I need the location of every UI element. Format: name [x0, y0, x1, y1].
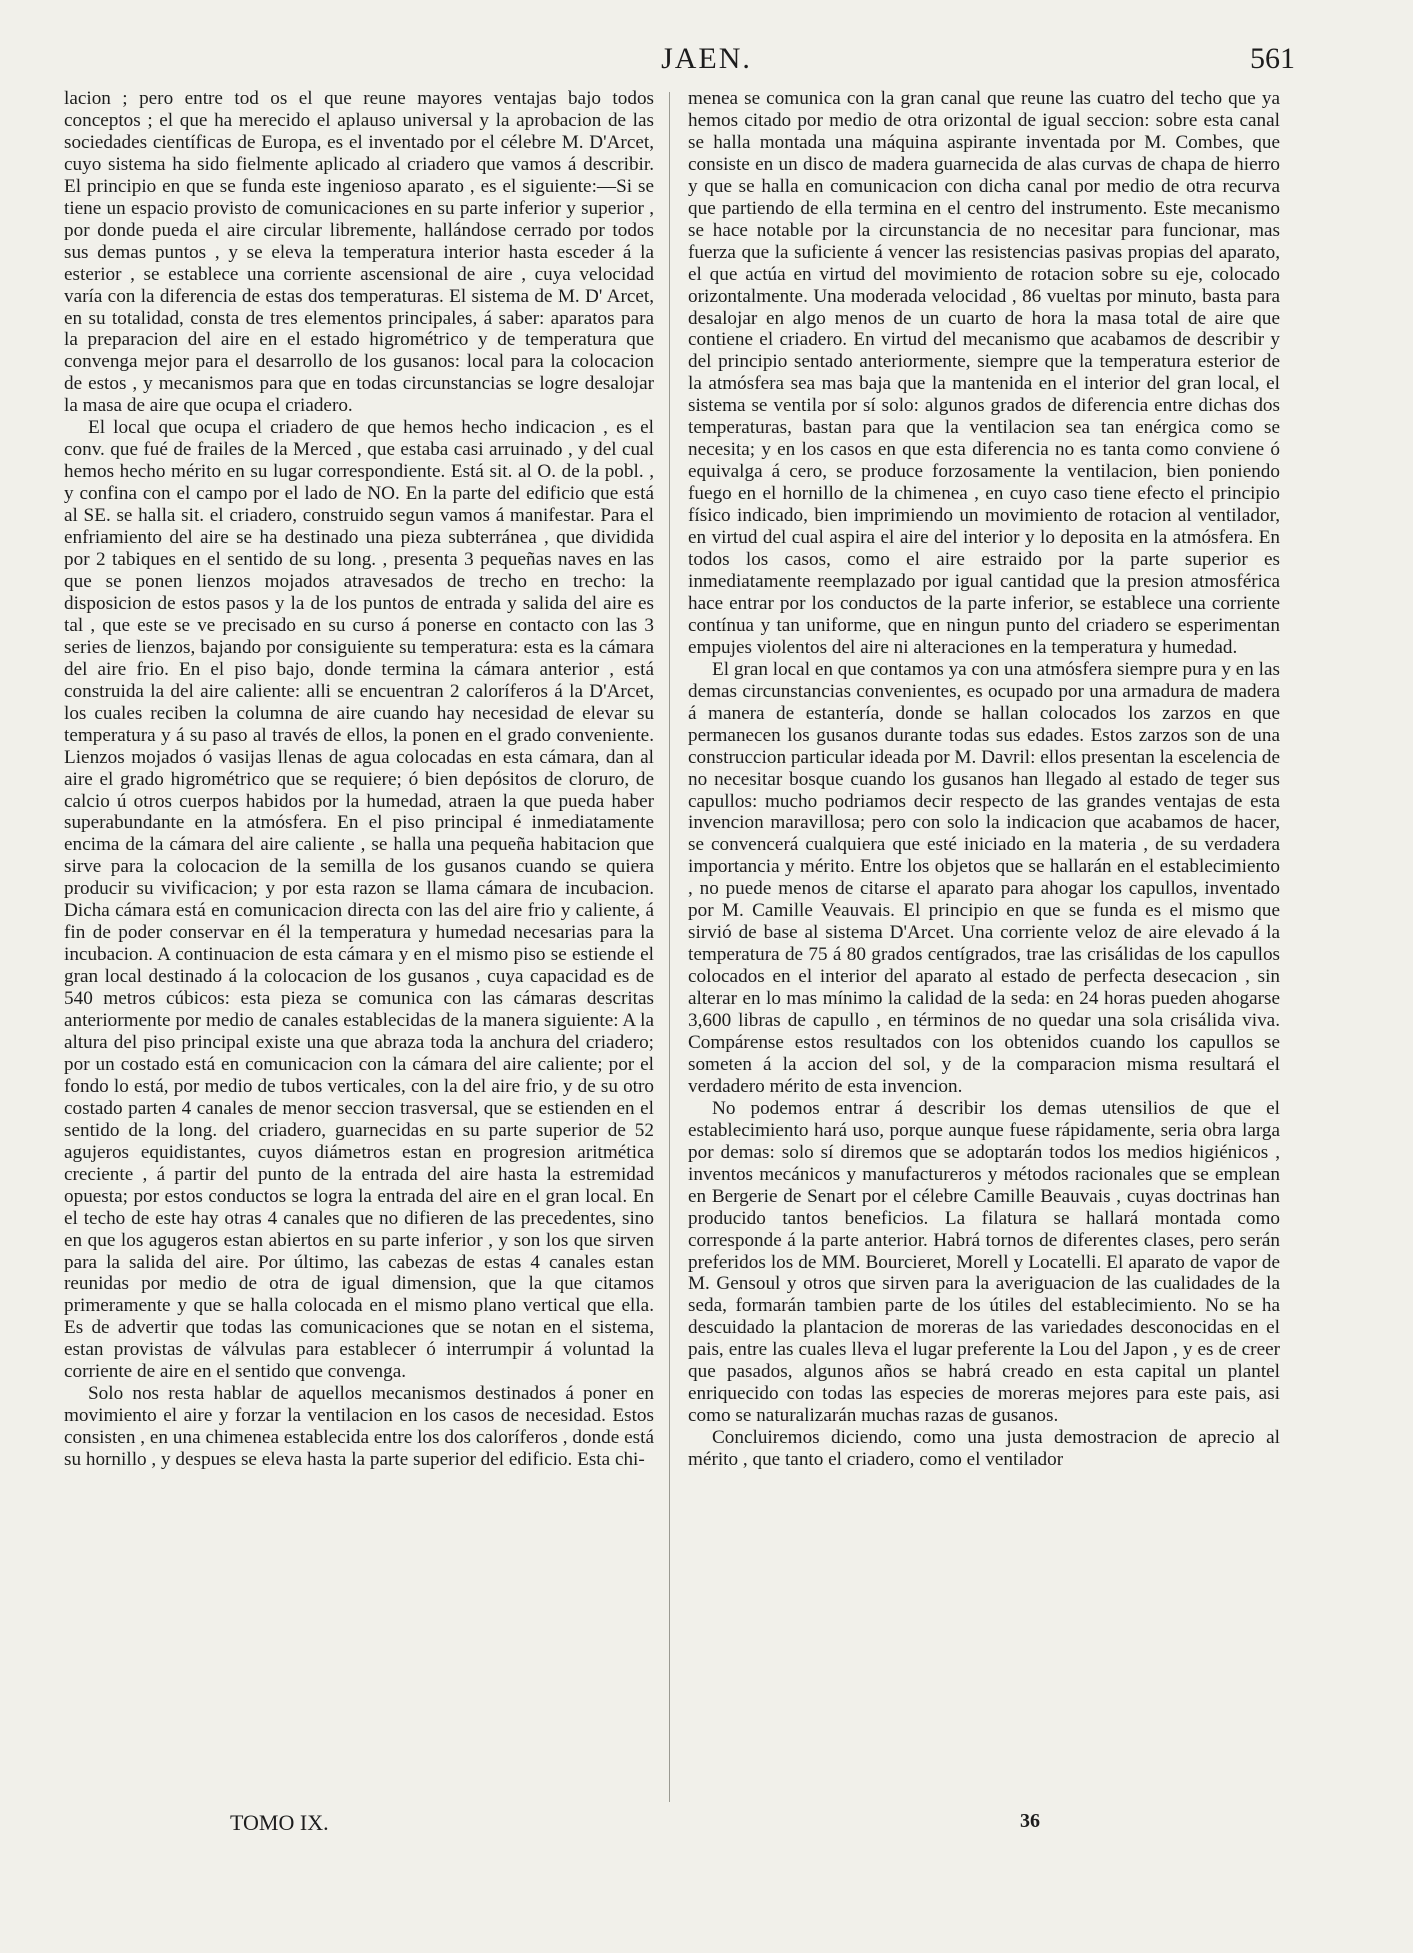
paragraph: Concluiremos diciendo, como una justa demostracion de aprecio al mérito , que tanto el criadero, como el ventilador	[688, 1427, 1280, 1471]
signature-mark: 36	[1020, 1810, 1040, 1832]
paragraph: El gran local en que contamos ya con una atmósfera siempre pura y en las demas circunstancias convenientes, es ocupado por una armadura de madera á manera de estantería, donde se hallan colocados los zarzos en que permanecen los gusanos durante todas sus edades. Estos zarzos son de una construccion particular ideada por M. Davril: ellos presentan la escelencia de no necesitar bosque cuando los gusanos han llegado al estado de teger sus capullos: mucho podriamos decir respecto de las grandes ventajas de esta invencion maravillosa; pero con solo la indicacion que acabamos de hacer, se convencerá cualquiera que esté iniciado en la materia , de su verdadera importancia y mérito. Entre los objetos que se hallarán en el establecimiento , no puede menos de citarse el aparato para ahogar los capullos, inventado por M. Camille Veauvais. El principio en que se funda es el mismo que sirvió de base al sistema D'Arcet. Una corriente veloz de aire elevado á la temperatura de 75 á 80 grados centígrados, trae las crisálidas de los capullos colocados en el interior del aparato al estado de perfecta desecacion , sin alterar en lo mas mínimo la calidad de la seda: en 24 horas pueden ahogarse 3,600 libras de capullo , en términos de no quedar una sola crisálida viva. Compárense estos resultados con los obtenidos cuando los capullos se someten á la accion del sol, y de la comparacion misma resultará el verdadero mérito de esta invencion.	[688, 658, 1280, 1097]
running-title: JAEN.	[661, 42, 752, 75]
right-column	[688, 88, 1280, 1810]
column-divider	[669, 92, 670, 1802]
paragraph: No podemos entrar á describir los demas utensilios de que el establecimiento hará uso, porque aunque fuese rápidamente, seria obra larga por demas: solo sí diremos que se adoptarán todos los medios higiénicos , inventos mecánicos y manufactureros y métodos racionales que se emplean en Bergerie de Senart por el célebre Camille Beauvais , cuyas doctrinas han producido tantos beneficios. La filatura se hallará montada como corresponde á la parte anterior. Habrá tornos de diferentes clases, pero serán preferidos los de MM. Bourcieret, Morell y Locatelli. El aparato de vapor de M. Gensoul y otros que sirven para la averiguacion de las cualidades de la seda, formarán tambien parte de los útiles del establecimiento. No se ha descuidado la plantacion de moreras de las variedades desconocidas en el pais, entre las cuales lleva el lugar preferente la Lou del Japon , y es de creer que pasados, algunos años se habrá creado en esta capital un plantel enriquecido con todas las especies de moreras mejores para este pais, asi como se naturalizarán muchas razas de gusanos.	[688, 1097, 1280, 1427]
volume-label: TOMO IX.	[230, 1810, 329, 1835]
page-number: 561	[1250, 42, 1295, 75]
paragraph: menea se comunica con la gran canal que reune las cuatro del techo que ya hemos citado por medio de otra orizontal de igual seccion: sobre esta canal se halla montada una máquina aspirante inventada por M. Combes, que consiste en un disco de madera guarnecida de alas curvas de chapa de hierro y que se halla en comunicacion con dicha canal por medio de otra recurva que partiendo de ella termina en el centro del instrumento. Este mecanismo se hace notable por la circunstancia de no necesitar para funcionar, mas fuerza que la suficiente á vencer las resistencias pasivas propias del aparato, el que actúa en virtud del movimiento de rotacion sobre su eje, colocado orizontalmente. Una moderada velocidad , 86 vueltas por minuto, basta para desalojar en algo menos de un cuarto de hora la masa total de aire que contiene el criadero. En virtud del mecanismo que acabamos de describir y del principio sentado anteriormente, siempre que la temperatura esterior de la atmósfera sea mas baja que la mantenida en el interior del gran local, el sistema se ventila por sí solo: algunos grados de diferencia entre dichas dos temperaturas, bastan para que la ventilacion sea tan enérgica como se necesita; y en los casos en que esta diferencia no es tanta como conviene ó equivalga á cero, se produce forzosamente la ventilacion, bien poniendo fuego en el hornillo de la chimenea , en cuyo caso tiene efecto el principio físico indicado, bien imprimiendo un movimiento de rotacion al ventilador, en virtud del cual aspira el aire del interior y lo deposita en la atmósfera. En todos los casos, como el aire estraido por la parte superior es inmediatamente reemplazado por igual cantidad que la presion atmosférica hace entrar por los conductos de la parte inferior, se establece una corriente contínua y tan uniforme, que en ningun punto del criadero se esperimentan empujes violentos del aire ni alteraciones en la temperatura y humedad.	[688, 88, 1280, 658]
paragraph: El local que ocupa el criadero de que hemos hecho indicacion , es el conv. que fué de frailes de la Merced , que estaba casi arruinado , y del cual hemos hecho mérito en su lugar correspondiente. Está sit. al O. de la pobl. , y confina con el campo por el lado de NO. En la parte del edificio que está al SE. se halla sit. el criadero, construido segun vamos á manifestar. Para el enfriamiento del aire se ha destinado una pieza subterránea , que dividida por 2 tabiques en el sentido de su long. , presenta 3 pequeñas naves en las que se ponen lienzos mojados atravesados de trecho en trecho: la disposicion de estos pasos y la de los puntos de entrada y salida del aire es tal , que este se ve precisado en su curso á ponerse en contacto con las 3 series de lienzos, bajando por consiguiente su temperatura: esta es la cámara del aire frio. En el piso bajo, donde termina la cámara anterior , está construida la del aire caliente: alli se encuentran 2 caloríferos á la D'Arcet, los cuales reciben la columna de aire cuando hay necesidad de elevar su temperatura y á su paso al través de ellos, la ponen en el grado conveniente. Lienzos mojados ó vasijas llenas de agua colocadas en esta cámara, dan al aire el grado higrométrico que se requiere; ó bien depósitos de cloruro, de calcio ú otros cuerpos habidos por la humedad, atraen la que pueda haber superabundante en la atmósfera. En el piso principal é inmediatamente encima de la cámara del aire caliente , se halla una pequeña habitacion que sirve para la colocacion de la semilla de los gusanos cuando se quiera producir su vivificacion; y por esta razon se llama cámara de incubacion. Dicha cámara está en comunicacion directa con las del aire frio y caliente, á fin de poder conservar en él la temperatura y humedad necesarias para la incubacion. A continuacion de esta cámara y en el mismo piso se estiende el gran local destinado á la colocacion de los gusanos , cuya capacidad es de 540 metros cúbicos: esta pieza se comunica con las cámaras descritas anteriormente por medio de canales establecidas de la manera siguiente: A la altura del piso principal existe una que abraza toda la anchura del criadero; por un costado está en comunicacion con la cámara del aire caliente; por el fondo lo está, por medio de tubos verticales, con la del aire frio, y de su otro costado parten 4 canales de menor seccion trasversal, que se estienden en el sentido de la long. del criadero, guarnecidas en su parte superior de 52 agujeros equidistantes, cuyos diámetros estan en progresion aritmética creciente , á partir del punto de la entrada del aire hasta la estremidad opuesta; por estos conductos se logra la entrada del aire en el gran local. En el techo de este hay otras 4 canales que no difieren de las precedentes, sino en que los agugeros estan abiertos en su parte inferior , y son los que sirven para la salida del aire. Por último, las cabezas de estas 4 canales estan reunidas por medio de otra de igual dimension, que la que citamos primeramente y que se halla colocada en el mismo plano vertical que ella. Es de advertir que todas las comunicaciones que se notan en el sistema, estan provistas de válvulas para establecer ó interrumpir á voluntad la corriente de aire en el sentido que convenga.	[64, 417, 654, 1383]
left-column	[64, 88, 654, 1810]
paragraph: lacion ; pero entre tod os el que reune mayores ventajas bajo todos conceptos ; el que ha merecido el aplauso universal y la aprobacion de las sociedades científicas de Europa, es el inventado por el célebre M. D'Arcet, cuyo sistema ha sido fielmente aplicado al criadero que vamos á describir. El principio en que se funda este ingenioso aparato , es el siguiente:—Si se tiene un espacio provisto de comunicaciones en su parte inferior y superior , por donde pueda el aire circular libremente, hallándose cerrado por todos sus demas puntos , y se eleva la temperatura interior hasta esceder á la esterior , se establece una corriente ascensional de aire , cuya velocidad varía con la diferencia de estas dos temperaturas. El sistema de M. D' Arcet, en su totalidad, consta de tres elementos principales, á saber: aparatos para la preparacion del aire en el estado higrométrico y de temperatura que convenga mejor para el desarrollo de los gusanos: local para la colocacion de estos , y mecanismos para que en todas circunstancias se logre desalojar la masa de aire que ocupa el criadero.	[64, 88, 654, 417]
paragraph: Solo nos resta hablar de aquellos mecanismos destinados á poner en movimiento el aire y forzar la ventilacion en los casos de necesidad. Estos consisten , en una chimenea establecida entre los dos caloríferos , donde está su hornillo , y despues se eleva hasta la parte superior del edificio. Esta chi-	[64, 1383, 654, 1471]
